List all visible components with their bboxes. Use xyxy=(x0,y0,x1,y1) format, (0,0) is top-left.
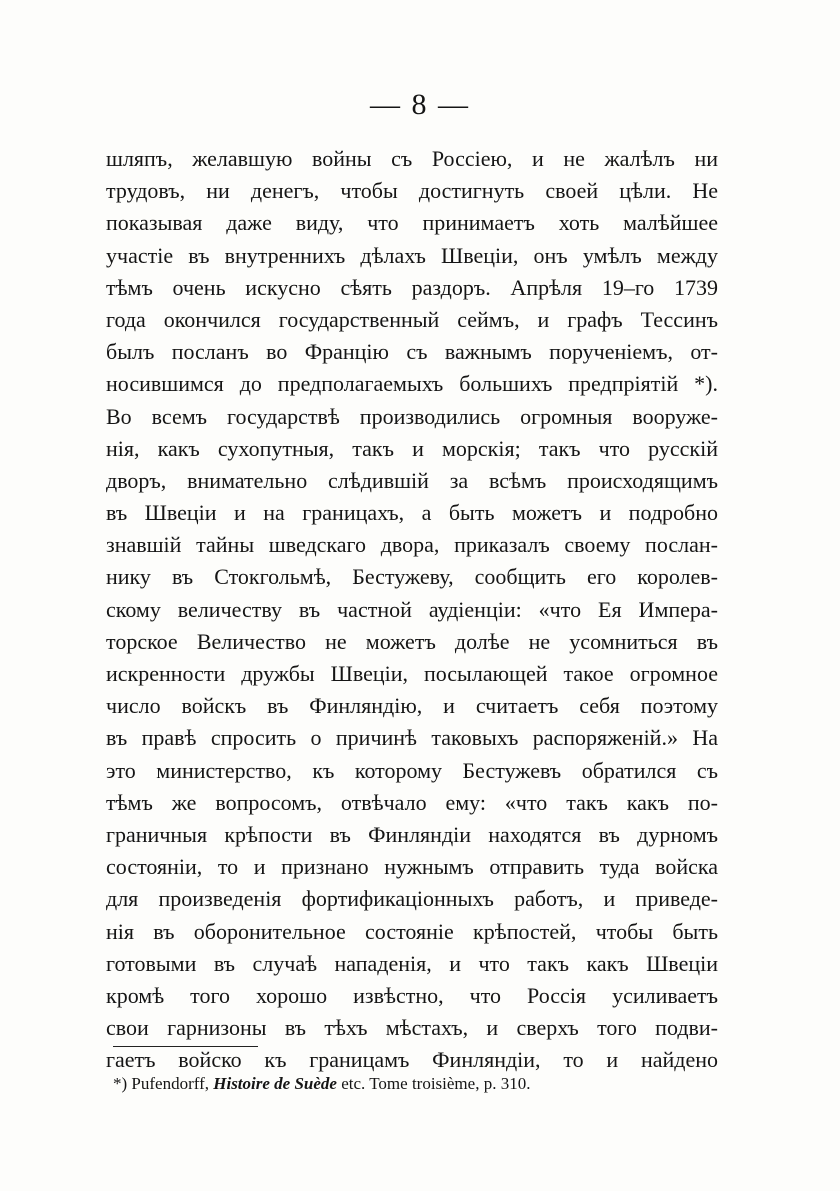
text-line: нія въ оборонительное состояніе крѣпостей, чтобы быть xyxy=(106,918,718,944)
text-line: дворъ, внимательно слѣдившій за всѣмъ происходящимъ xyxy=(106,467,718,493)
text-line: искренности дружбы Швеціи, посылающей такое огромное xyxy=(106,661,718,686)
text-line: былъ посланъ во Францію съ важнымъ порученіемъ, от- xyxy=(106,339,718,365)
text-line: Во всемъ государствѣ производились огромныя вооруже- xyxy=(106,403,718,429)
footnote-title: Histoire de Suède xyxy=(213,1074,337,1093)
text-line: показывая даже виду, что принимаетъ хоть малѣйшее xyxy=(106,210,718,236)
text-line: свои гарнизоны въ тѣхъ мѣстахъ, и сверхъ того подви- xyxy=(106,1015,718,1041)
text-line: граничныя крѣпости въ Финляндіи находятся въ дурномъ xyxy=(106,821,718,847)
text-line: въ Швеціи и на границахъ, а быть можетъ и подробно xyxy=(106,500,718,526)
text-line: это министерство, къ которому Бестужевъ обратился съ xyxy=(106,757,718,783)
text-line: готовыми въ случаѣ нападенія, и что такъ какъ Швеціи xyxy=(106,950,718,976)
text-line: торское Величество не можетъ долѣе не усомниться въ xyxy=(106,628,718,654)
page-number: — 8 — xyxy=(370,88,470,121)
text-line: гаетъ войско къ границамъ Финляндіи, то и найдено xyxy=(106,1047,718,1073)
text-line: носившимся до предполагаемыхъ большихъ предпріятій *). xyxy=(106,371,718,397)
text-line: шляпъ, желавшую войны съ Россіею, и не жалѣлъ ни xyxy=(106,146,718,171)
text-line: трудовъ, ни денегъ, чтобы достигнуть своей цѣли. Не xyxy=(106,178,718,204)
text-line: участіе въ внутреннихъ дѣлахъ Швеціи, онъ умѣлъ между xyxy=(106,242,718,268)
text-line: кромѣ того хорошо извѣстно, что Россія усиливаетъ xyxy=(106,982,718,1008)
text-line: тѣмъ же вопросомъ, отвѣчало ему: «что такъ какъ по- xyxy=(106,789,718,815)
footnote-source: etc. Tome troisième, p. 310. xyxy=(336,1074,531,1093)
text-line: состояніи, то и признано нужнымъ отправить туда войска xyxy=(106,854,718,880)
body-text xyxy=(106,143,718,1076)
text-line: для произведенія фортификаціонныхъ работъ, и приведе- xyxy=(106,886,718,912)
text-line: скому величеству въ частной аудіенціи: «что Ея Импера- xyxy=(106,596,718,622)
text-line: число войскъ въ Финляндію, и считаетъ себя поэтому xyxy=(106,693,718,719)
text-line: нику въ Стокгольмѣ, Бестужеву, сообщить его королев- xyxy=(106,564,718,590)
footnote xyxy=(113,1074,530,1094)
footnote-divider xyxy=(113,1046,258,1047)
text-line: года окончился государственный сеймъ, и графъ Тессинъ xyxy=(106,306,718,332)
text-line: нія, какъ сухопутныя, такъ и морскія; такъ что русскій xyxy=(106,435,718,461)
text-line: знавшій тайны шведскаго двора, приказалъ своему послан- xyxy=(106,532,718,558)
text-line: въ правѣ спросить о причинѣ таковыхъ распоряженій.» На xyxy=(106,725,718,751)
footnote-marker: *) Pufendorff, xyxy=(113,1074,214,1093)
text-line: тѣмъ очень искусно сѣять раздоръ. Апрѣля 19–го 1739 xyxy=(106,274,718,300)
